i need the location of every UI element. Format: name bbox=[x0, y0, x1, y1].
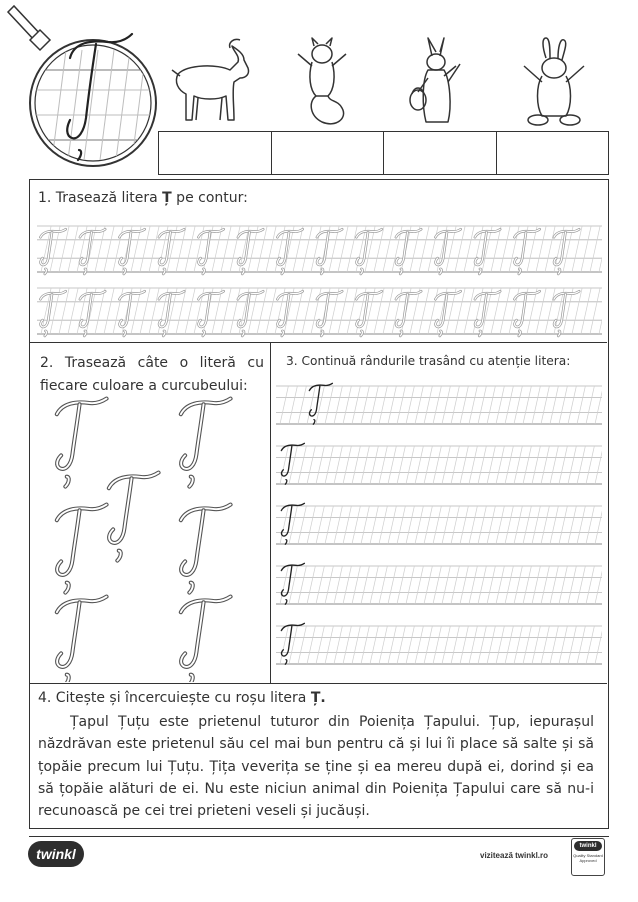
outline-letter bbox=[57, 505, 107, 593]
story-paragraph: Țapul Țuțu este prietenul tuturor din Poienița Țapului. Țup, iepurașul năzdrăvan este prietenul său cel mai bun pentru că și lui îi place să salte și să țopăie precum lui Țuțu. Țița veverița se ține și ea mereu după ei, dorind și ea să țopăie alături de ei. Nu este niciun animal din Poienița Țapului care să nu-i recunoască pe cei trei prieteni veseli și jucăuși. bbox=[38, 714, 594, 820]
tracing-rows bbox=[37, 222, 602, 340]
guide-lines bbox=[276, 446, 602, 484]
site-link[interactable]: vizitează twinkl.ro bbox=[480, 851, 549, 860]
section1-title-suffix: pe contur: bbox=[171, 190, 248, 206]
rainbow-letters bbox=[40, 392, 264, 682]
rabbit-with-basket-icon bbox=[408, 36, 464, 128]
section4-letter: Ț. bbox=[310, 690, 326, 706]
twinkl-logo-text: twinkl bbox=[28, 841, 84, 867]
answer-boxes bbox=[158, 131, 609, 175]
section4-title-text: 4. Citește și încercuiește cu roșu litera bbox=[38, 690, 311, 706]
badge-line2: Approved bbox=[579, 858, 597, 863]
trace-letter bbox=[435, 291, 460, 336]
guide-lines bbox=[276, 566, 602, 604]
section1-title bbox=[38, 190, 248, 206]
section1-title-text: 1. Trasează litera bbox=[38, 190, 163, 206]
answer-box[interactable] bbox=[159, 132, 272, 174]
trace-letter bbox=[554, 229, 579, 274]
trace-letter bbox=[80, 229, 105, 274]
outline-letter bbox=[57, 399, 107, 487]
trace-letter bbox=[80, 291, 105, 336]
trace-letter bbox=[514, 291, 539, 336]
badge-title: twinkl bbox=[574, 841, 602, 851]
trace-letter bbox=[40, 291, 65, 336]
outline-letter bbox=[181, 505, 231, 593]
goat-icon bbox=[168, 34, 252, 124]
trace-letter bbox=[475, 291, 500, 336]
trace-letter bbox=[238, 291, 263, 336]
trace-letter bbox=[475, 229, 500, 274]
section4-title bbox=[38, 690, 326, 706]
rabbit-icon bbox=[516, 36, 592, 128]
divider bbox=[30, 342, 607, 343]
guide-lines bbox=[276, 506, 602, 544]
section1-letter: Ț bbox=[162, 190, 172, 206]
quality-badge-icon bbox=[571, 838, 605, 876]
outline-letter bbox=[57, 597, 107, 682]
magnifier-icon bbox=[0, 0, 165, 175]
guide-lines bbox=[276, 386, 602, 424]
outline-letter bbox=[181, 399, 231, 487]
trace-letter bbox=[277, 229, 302, 274]
twinkl-logo[interactable] bbox=[28, 841, 84, 871]
divider bbox=[30, 683, 607, 684]
trace-letter bbox=[238, 229, 263, 274]
outline-letter bbox=[181, 597, 231, 682]
section3-title: 3. Continuă rândurile trasând cu atenție litera: bbox=[286, 354, 571, 368]
trace-letter bbox=[435, 229, 460, 274]
outline-letter bbox=[109, 473, 159, 561]
guide-lines bbox=[276, 626, 602, 664]
trace-letter bbox=[277, 291, 302, 336]
answer-box[interactable] bbox=[272, 132, 385, 174]
answer-box[interactable] bbox=[384, 132, 497, 174]
trace-letter bbox=[514, 229, 539, 274]
badge-line1: Quality Standard bbox=[573, 853, 603, 858]
answer-box[interactable] bbox=[497, 132, 609, 174]
section2-title: 2. Trasează câte o literă cu fiecare culoare a curcubeului: bbox=[40, 355, 264, 394]
trace-letter bbox=[40, 229, 65, 274]
model-letter bbox=[309, 383, 332, 424]
practice-rows bbox=[276, 378, 602, 678]
divider bbox=[270, 342, 271, 683]
trace-letter bbox=[554, 291, 579, 336]
footer-divider bbox=[29, 836, 609, 837]
squirrel-icon bbox=[292, 36, 352, 128]
